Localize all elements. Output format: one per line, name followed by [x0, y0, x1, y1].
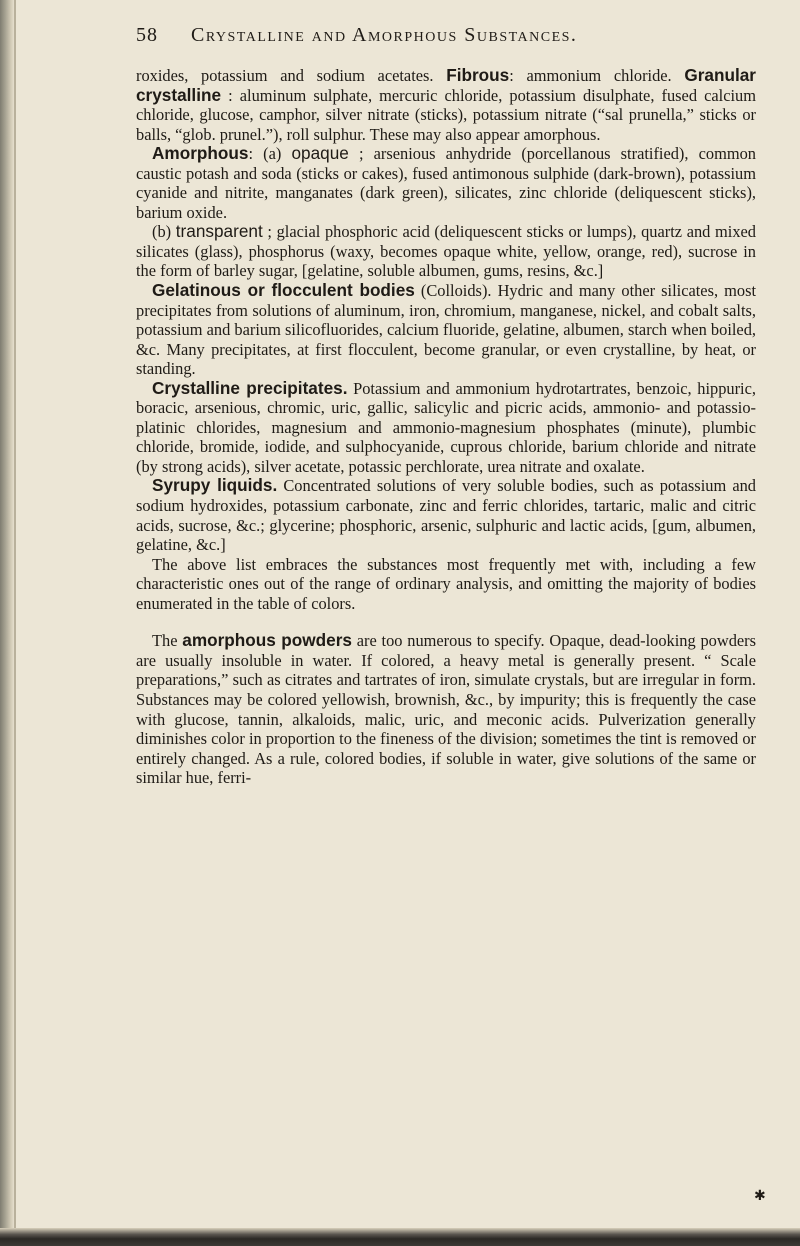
text-run: (Colloids). Hydric and many other silicates, most precipitates from solutions of aluminum, iron, chromium, manganese, nickel, and cobalt salts, potassium and barium silicofluorides, calcium fluoride, gelatine, albumen, starch when boiled, &c. Many precipitates, at first flocculent, become granular, or even crystalline, by heat, or standing.	[136, 281, 757, 379]
gutter-line	[14, 0, 16, 1246]
term-granular-crystalline: Granular crystalline	[136, 65, 756, 105]
text-run: ; arsenious anhydride (porcellanous stratified), common caustic potash and soda (sticks or cakes), fused antimonous sulphide (dark-brown), potassium cyanide and nitrite, manganates (dark green), silicates, zinc chloride (deliquescent sticks), barium oxide.	[136, 144, 756, 222]
term-gelatinous: Gelatinous or flocculent bodies	[152, 280, 415, 301]
term-amorphous: Amorphous	[152, 143, 249, 164]
body-text	[136, 66, 756, 788]
book-spine-shadow	[0, 0, 14, 1246]
paragraph	[136, 222, 756, 281]
term-transparent: transparent	[175, 221, 263, 242]
text-run: The	[152, 631, 183, 651]
page-header	[136, 22, 756, 52]
page-bottom-edge	[0, 1228, 800, 1246]
text-run: ; glacial phosphoric acid (deliquescent sticks or lumps), quartz and mixed silicates (glass), phosphorus (waxy, becomes opaque white, yellow, orange, red), sucrose in the form of barley sugar, [gelatine, soluble albumen, gums, resins, &c.]	[136, 222, 756, 281]
term-crystalline-precipitates: Crystalline precipitates.	[152, 377, 348, 398]
paragraph	[136, 66, 756, 144]
signature-mark-icon: ✱	[754, 1189, 766, 1204]
text-run: (b)	[152, 222, 176, 242]
text-run: Potassium and ammonium hydrotartrates, benzoic, hippuric, boracic, arsenious, chromic, uric, gallic, salicylic and picric acids, ammonio- and potassio-platinic chlorides, magnesium and ammonio-magnesium phosphates (minute), plumbic chloride, bromide, iodide, and sulphocyanide, cuprous chloride, barium chloride and nitrate (by strong acids), silver acetate, potassic perchlorate, urea nitrate and oxalate.	[136, 378, 756, 476]
term-syrupy-liquids: Syrupy liquids.	[152, 475, 278, 496]
term-fibrous: Fibrous	[446, 65, 510, 85]
paragraph	[136, 144, 756, 222]
book-page	[136, 22, 756, 788]
paragraph	[136, 476, 756, 554]
text-run: : (a)	[248, 144, 292, 164]
paragraph	[136, 379, 756, 477]
page-number: 58	[136, 24, 158, 46]
text-run: Concentrated solutions of very soluble bodies, such as potassium and sodium hydroxides, potassium carbonate, zinc and ferric chlorides, tartaric, malic and citric acids, sucrose, &c.; glycerine; phosphoric, arsenic, sulphuric and lactic acids, [gum, albumen, gelatine, &c.]	[136, 476, 756, 555]
text-run: : ammonium chloride.	[509, 66, 685, 85]
text-run: roxides, potassium and sodium acetates.	[136, 66, 447, 85]
text-run: The above list embraces the substances most frequently met with, including a few characteristic ones out of the range of ordinary analysis, and omitting the majority of bodies enumerated in the table of colors.	[136, 554, 756, 613]
term-opaque: opaque	[291, 143, 349, 164]
text-run: are too numerous to specify. Opaque, dead-looking powders are usually insoluble in water. If colored, a heavy metal is generally present. “ Scale preparations,” such as citrates and tartrates of iron, simulate crystals, but are irregular in form. Substances may be colored yellowish, brownish, &c., by impurity; this is frequently the case with glucose, tannin, alkaloids, malic, uric, and meconic acids. Pulverization generally diminishes color in proportion to the fineness of the division; sometimes the tint is removed or entirely changed. As a rule, colored bodies, if soluble in water, give solutions of the same or similar hue, ferri-	[136, 631, 756, 788]
paragraph	[136, 281, 756, 379]
paragraph	[136, 555, 756, 614]
paragraph	[136, 631, 756, 787]
text-run: : aluminum sulphate, mercuric chloride, potassium disulphate, fused calcium chloride, glucose, camphor, silver nitrate (sticks), potassium nitrate (“sal prunella,” sticks or balls, “glob. prunel.”), roll sulphur. These may also appear amorphous.	[136, 85, 756, 144]
running-title: Crystalline and Amorphous Substances.	[191, 24, 578, 46]
term-amorphous-powders: amorphous powders	[182, 630, 352, 651]
